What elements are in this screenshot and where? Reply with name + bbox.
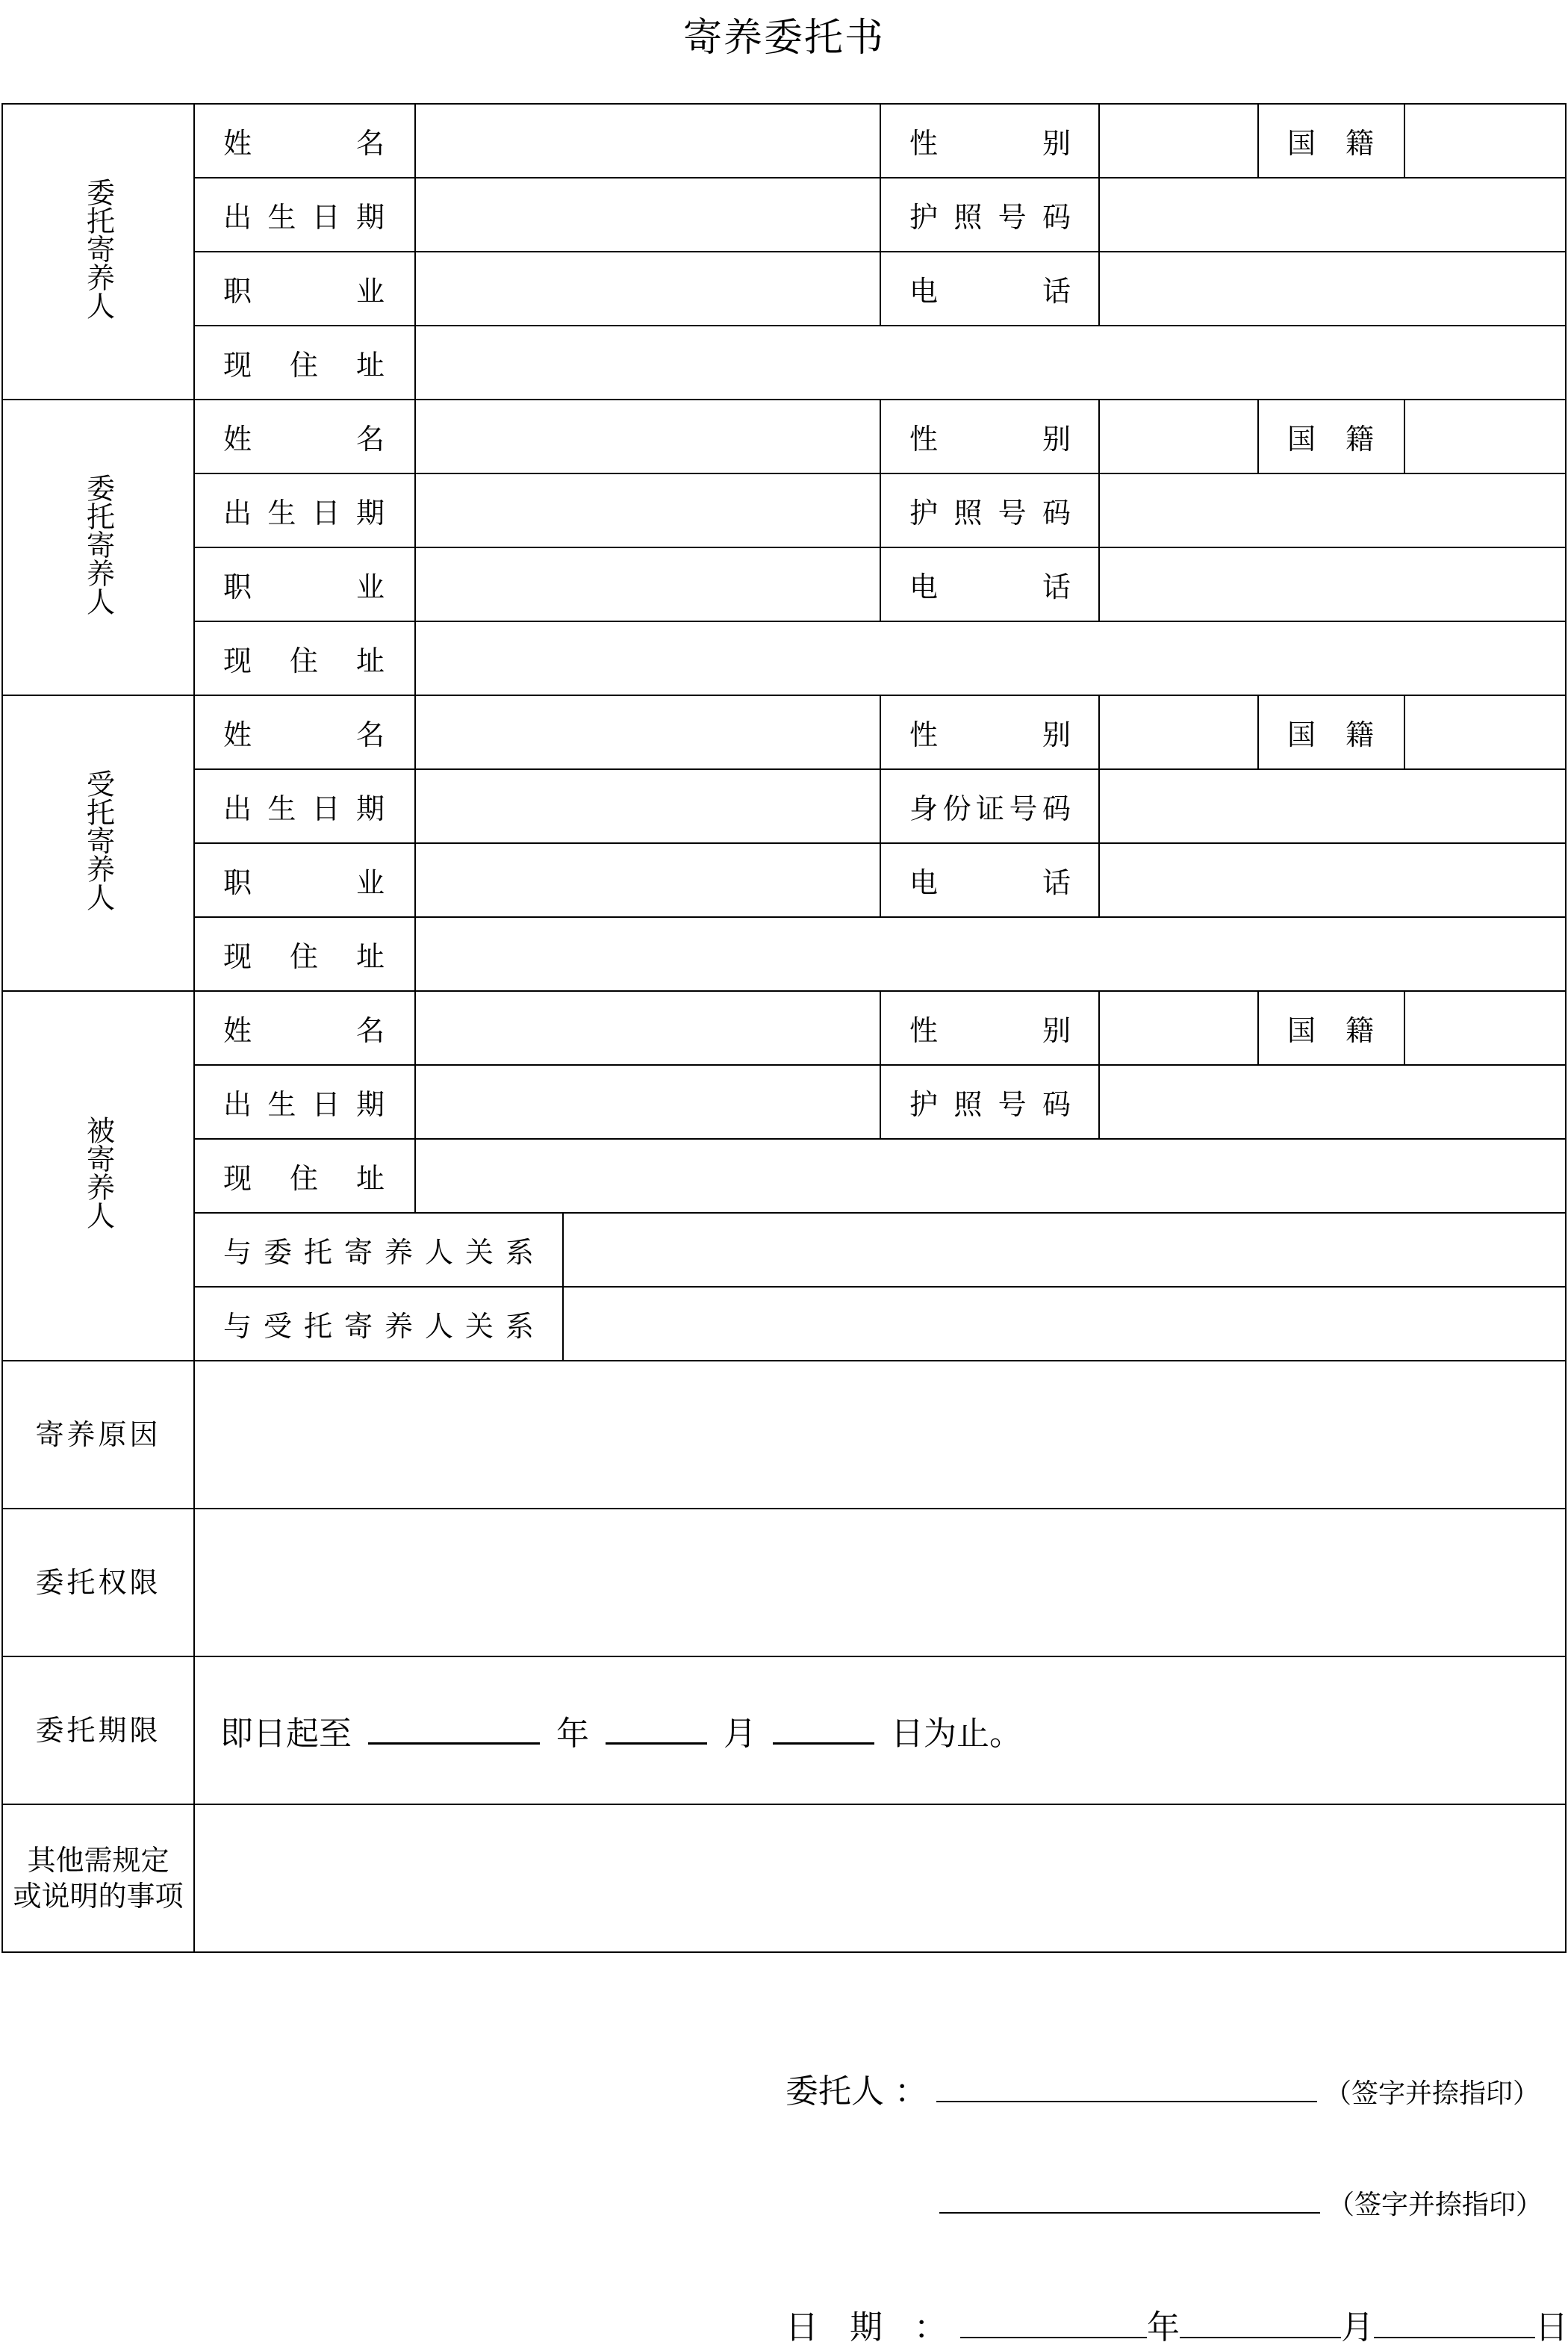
trustee-row-job [2,843,1566,917]
label-name: 姓 名 [223,127,385,160]
entruster1-row-address [2,326,1566,400]
label-job: 职 业 [223,866,385,899]
label-phone: 电 话 [909,571,1071,603]
label-passport: 护 照 号 码 [909,497,1071,529]
section-fostered-label: 被寄养人 [81,1116,115,1229]
label-birth: 出 生 日 期 [223,1088,385,1121]
other-row [2,1804,1566,1952]
entruster2-passport-field[interactable] [1099,473,1566,547]
entruster2-address-field[interactable] [415,621,1566,695]
entruster1-phone-field[interactable] [1099,252,1566,326]
label-gender: 性 别 [909,423,1071,456]
period-month-blank[interactable] [606,1714,707,1745]
entruster1-passport-field[interactable] [1099,178,1566,252]
period-day-blank[interactable] [773,1714,874,1745]
label-job: 职 业 [223,571,385,603]
date-month: 月 [1340,2308,1374,2347]
signature-line-2 [939,2184,1543,2222]
entrust-form-table [1,103,1567,1953]
entruster2-row-address [2,621,1566,695]
label-address: 现 住 址 [223,1162,385,1195]
label-gender: 性 别 [909,127,1071,160]
signature-date-line [785,2300,1568,2348]
other-field[interactable] [194,1804,1566,1952]
period-label: 委托期限 [2,1656,194,1804]
label-birth: 出 生 日 期 [223,792,385,825]
label-job: 职 业 [223,275,385,308]
signature-date-label: 日 期 ： [785,2308,957,2347]
entruster2-job-field[interactable] [415,547,880,621]
other-label-line2: 或说明的事项 [13,1880,184,1913]
label-gender: 性 别 [909,718,1071,751]
fostered-row-name [2,991,1566,1065]
entruster2-row-birth [2,473,1566,547]
entruster1-address-field[interactable] [415,326,1566,400]
other-label [2,1804,194,1952]
label-gender: 性 别 [909,1014,1071,1047]
label-phone: 电 话 [909,275,1071,308]
entruster1-gender-field[interactable] [1099,104,1258,178]
fostered-birth-field[interactable] [415,1065,880,1139]
fostered-row-address [2,1139,1566,1213]
period-year-blank[interactable] [368,1714,540,1745]
section-entruster1-label: 委托寄养人 [81,177,115,320]
signature-line-1 [785,2064,1540,2112]
signature-note-2: （签字并捺指印） [1328,2190,1543,2220]
section-trustee [2,695,194,991]
period-month: 月 [724,1715,756,1753]
fostered-rel-trustee-field[interactable] [563,1287,1566,1361]
document-title: 寄养委托书 [682,16,885,60]
label-nationality: 国 籍 [1287,127,1374,160]
date-year: 年 [1146,2308,1180,2347]
label-address: 现 住 址 [223,940,385,973]
label-address: 现 住 址 [223,645,385,677]
trustee-address-field[interactable] [415,917,1566,991]
entruster2-row-job [2,547,1566,621]
label-birth: 出 生 日 期 [223,497,385,529]
period-row [2,1656,1566,1804]
entruster2-birth-field[interactable] [415,473,880,547]
entruster-signature-blank[interactable] [936,2078,1317,2102]
reason-row [2,1361,1566,1509]
label-phone: 电 话 [909,866,1071,899]
period-field [194,1656,1566,1804]
label-birth: 出 生 日 期 [223,201,385,234]
reason-label: 寄养原因 [2,1361,194,1509]
section-fostered [2,991,194,1361]
second-signature-blank[interactable] [939,2190,1320,2214]
label-nationality: 国 籍 [1287,718,1374,751]
date-day: 日 [1534,2308,1568,2347]
section-trustee-label: 受托寄养人 [81,768,115,911]
entruster2-nationality-field[interactable] [1404,400,1566,473]
fostered-name-field[interactable] [415,991,880,1065]
date-month-blank[interactable] [1180,2314,1341,2338]
label-name: 姓 名 [223,423,385,456]
fostered-rel-entrust-field[interactable] [563,1213,1566,1287]
trustee-name-field[interactable] [415,695,880,769]
label-idcard: 身 份 证 号 码 [909,792,1071,825]
trustee-birth-field[interactable] [415,769,880,843]
trustee-phone-field[interactable] [1099,843,1566,917]
period-year: 年 [556,1715,589,1753]
label-nationality: 国 籍 [1287,423,1374,456]
entruster-signature-label: 委托人 ： [785,2072,927,2111]
fostered-row-rel-trustee [2,1287,1566,1361]
label-rel-entrust: 与 委 托 寄 养 人 关 系 [223,1236,534,1269]
fostered-row-rel-entrust [2,1213,1566,1287]
period-suffix: 日为止。 [891,1715,1022,1753]
trustee-nationality-field[interactable] [1404,695,1566,769]
label-passport: 护 照 号 码 [909,1088,1071,1121]
trustee-row-name [2,695,1566,769]
authority-label: 委托权限 [2,1509,194,1656]
fostered-row-birth [2,1065,1566,1139]
trustee-idcard-field[interactable] [1099,769,1566,843]
entruster2-gender-field[interactable] [1099,400,1258,473]
entruster1-name-field[interactable] [415,104,880,178]
section-entruster2 [2,400,194,695]
period-prefix: 即日起至 [220,1715,352,1753]
entruster2-phone-field[interactable] [1099,547,1566,621]
entruster1-row-birth [2,178,1566,252]
entruster1-row-job [2,252,1566,326]
authority-field[interactable] [194,1509,1566,1656]
section-entruster2-label: 委托寄养人 [81,473,115,615]
label-passport: 护 照 号 码 [909,201,1071,234]
section-entruster1 [2,104,194,400]
entruster1-job-field[interactable] [415,252,880,326]
signature-note-1: （签字并捺指印） [1325,2078,1540,2109]
date-day-blank[interactable] [1374,2314,1535,2338]
label-rel-trustee: 与 受 托 寄 养 人 关 系 [223,1310,534,1343]
fostered-address-field[interactable] [415,1139,1566,1213]
label-address: 现 住 址 [223,349,385,382]
trustee-job-field[interactable] [415,843,880,917]
entruster1-row-name [2,104,1566,178]
trustee-gender-field[interactable] [1099,695,1258,769]
entruster2-name-field[interactable] [415,400,880,473]
other-label-line1: 其他需规定 [27,1844,169,1877]
trustee-row-birth [2,769,1566,843]
trustee-row-address [2,917,1566,991]
entruster1-nationality-field[interactable] [1404,104,1566,178]
fostered-passport-field[interactable] [1099,1065,1566,1139]
reason-field[interactable] [194,1361,1566,1509]
label-nationality: 国 籍 [1287,1014,1374,1047]
date-year-blank[interactable] [960,2314,1147,2338]
fostered-gender-field[interactable] [1099,991,1258,1065]
fostered-nationality-field[interactable] [1404,991,1566,1065]
authority-row [2,1509,1566,1656]
entruster2-row-name [2,400,1566,473]
label-name: 姓 名 [223,1014,385,1047]
label-name: 姓 名 [223,718,385,751]
entruster1-birth-field[interactable] [415,178,880,252]
